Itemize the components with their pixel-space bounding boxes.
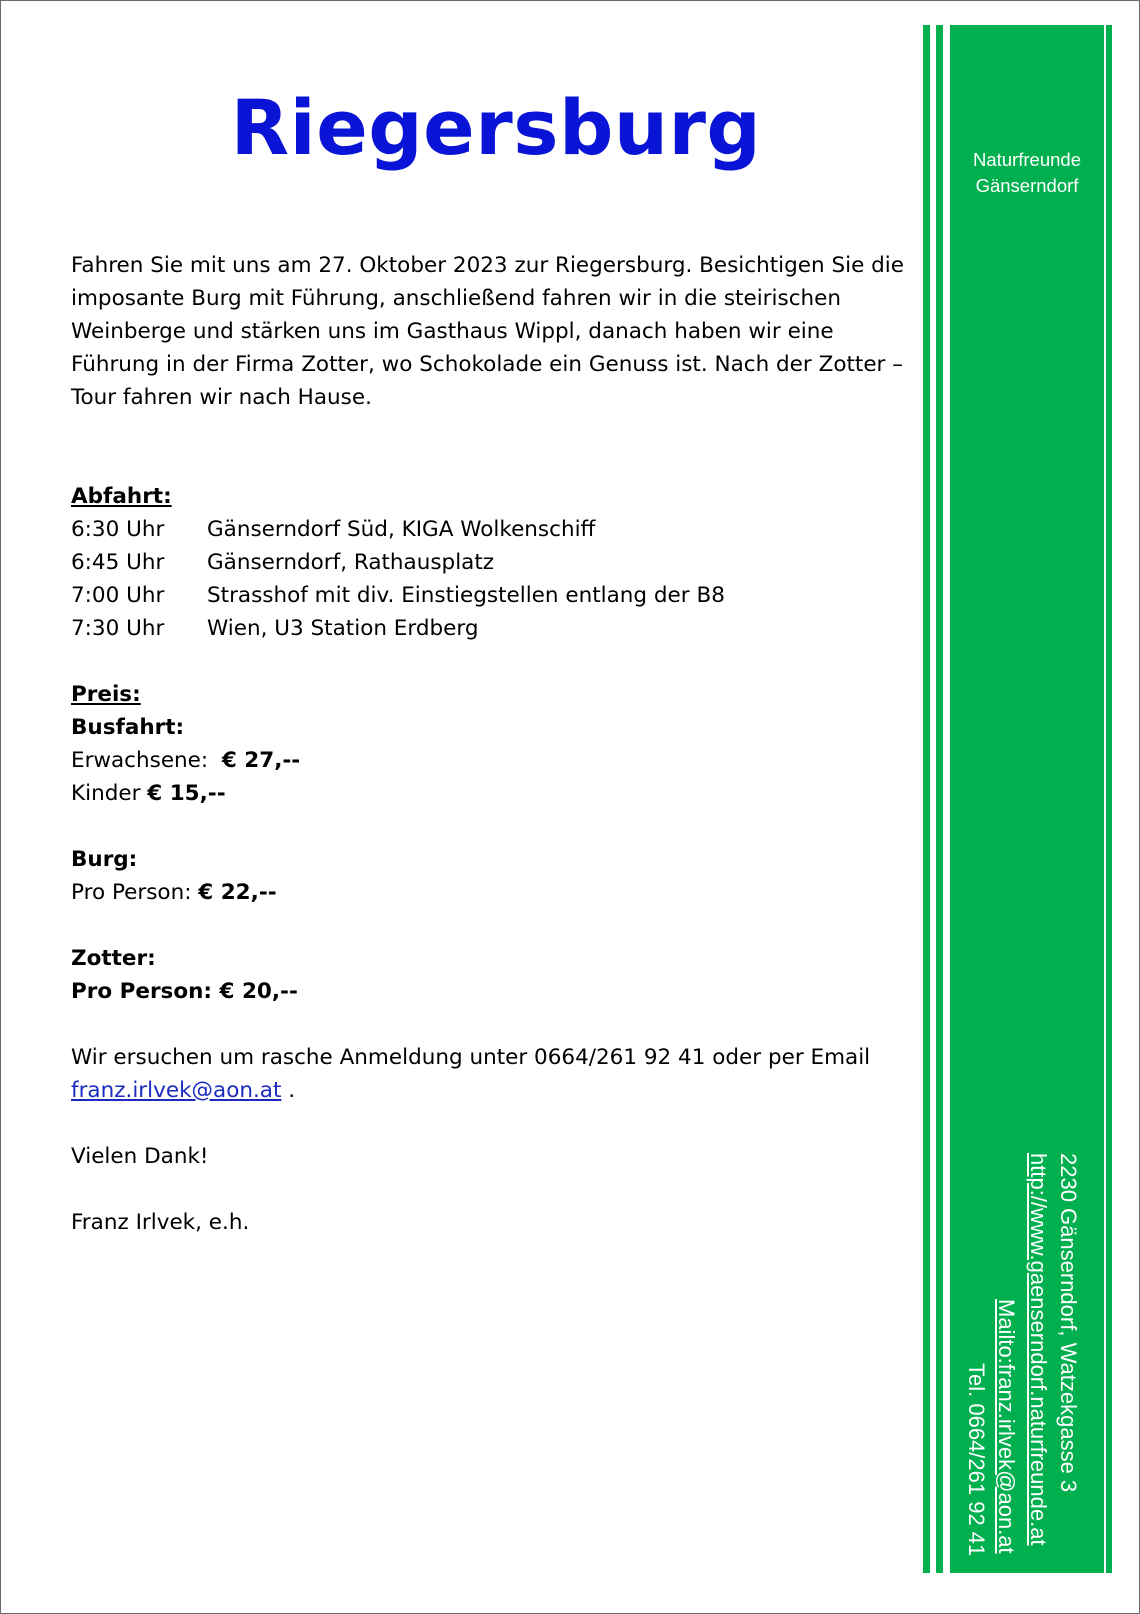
- departure-place: Wien, U3 Station Erdberg: [207, 616, 479, 641]
- child-label: Kinder: [71, 781, 141, 806]
- adult-label: Erwachsene:: [71, 748, 209, 773]
- sidebar-address: 2230 Gänserndorf, Watzekgasse 3: [1056, 1153, 1081, 1493]
- org-line-2: Gänserndorf: [975, 175, 1079, 196]
- departure-time: 6:30 Uhr: [71, 517, 165, 542]
- departure-row: [71, 513, 921, 546]
- signature: Franz Irlvek, e.h.: [71, 1210, 250, 1235]
- departure-place: Strasshof mit div. Einstiegstellen entlang der B8: [207, 583, 725, 608]
- sidebar-website-link[interactable]: http://www.gaenserndorf.naturfreunde.at: [1026, 1153, 1051, 1546]
- departure-heading: Abfahrt:: [71, 484, 172, 509]
- child-price-line: [71, 777, 921, 810]
- departure-row: [71, 546, 921, 579]
- departure-time: 6:45 Uhr: [71, 550, 165, 575]
- sidebar-stripe: [936, 25, 943, 1573]
- zotter-price-line: Pro Person: € 20,--: [71, 979, 298, 1004]
- thanks-text: Vielen Dank!: [71, 1144, 209, 1169]
- child-price: € 15,--: [147, 781, 226, 806]
- registration-text: Wir ersuchen um rasche Anmeldung unter 0664/261 92 41 oder per Email: [71, 1045, 871, 1070]
- departure-time: 7:00 Uhr: [71, 583, 165, 608]
- org-line-1: Naturfreunde: [973, 149, 1081, 170]
- adult-price: € 27,--: [221, 748, 301, 773]
- page-title: Riegersburg: [230, 83, 762, 172]
- departure-place: Gänserndorf Süd, KIGA Wolkenschiff: [207, 517, 596, 542]
- castle-label: Pro Person:: [71, 880, 192, 905]
- castle-price-line: [71, 876, 921, 909]
- sidebar-phone: Tel. 0664/261 92 41: [964, 1363, 989, 1557]
- castle-heading: Burg:: [71, 847, 138, 872]
- bus-heading: Busfahrt:: [71, 715, 185, 740]
- registration-email-line: [71, 1074, 921, 1107]
- email-link[interactable]: franz.irlvek@aon.at: [71, 1078, 282, 1103]
- zotter-heading: Zotter:: [71, 946, 156, 971]
- castle-price: € 22,--: [198, 880, 277, 905]
- sidebar-stripe: [923, 25, 930, 1573]
- organization-name: [950, 147, 1104, 199]
- email-suffix: .: [281, 1078, 296, 1103]
- sidebar-mail-link[interactable]: Mailto:franz.irlvek@aon.at: [994, 1299, 1019, 1554]
- departure-row: [71, 579, 921, 612]
- departure-time: 7:30 Uhr: [71, 616, 165, 641]
- departure-place: Gänserndorf, Rathausplatz: [207, 550, 495, 575]
- departure-row: [71, 612, 921, 645]
- sidebar-stripe: [1106, 25, 1112, 1573]
- letter-body: [71, 249, 921, 1239]
- price-heading: Preis:: [71, 682, 141, 707]
- adult-price-line: [71, 744, 921, 777]
- intro-paragraph: Fahren Sie mit uns am 27. Oktober 2023 zur Riegersburg. Besichtigen Sie die imposante Burg mit Führung, anschließend fahren wir in die steirischen Weinberge und stärken uns im Gasthaus Wippl, danach haben wir eine Führung in der Firma Zotter, wo Schokolade ein Genuss ist. Nach der Zotter – Tour fahren wir nach Hause.: [71, 253, 904, 410]
